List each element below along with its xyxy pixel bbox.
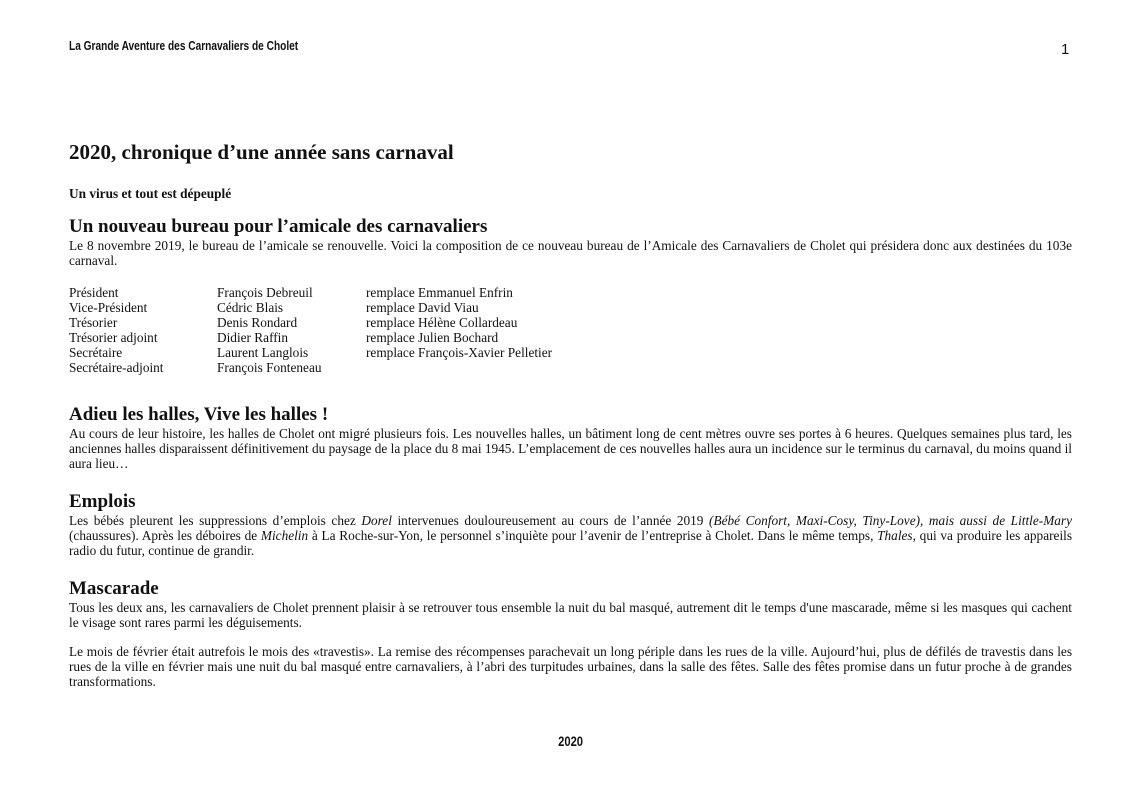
section-halles [69,404,1072,471]
running-header: La Grande Aventure des Carnavaliers de Cholet [69,38,299,53]
member-name: François Debreuil [217,285,313,300]
member-role: Secrétaire-adjoint [69,360,164,375]
section-emplois [69,491,1072,558]
text-run: Les bébés pleurent les suppressions d’emplois chez [69,513,362,528]
page-title: 2020, chronique d’une année sans carnaval [69,140,454,164]
member-name: François Fonteneau [217,360,322,375]
member-name: Cédric Blais [217,300,284,315]
member-role: Président [69,285,119,300]
member-role: Vice-Président [69,300,148,315]
section-mascarade [69,578,1072,689]
company-name: Michelin [260,528,309,543]
text-run: intervenues douloureusement au cours de l’année 2019 [391,513,710,528]
bureau-table [69,285,552,375]
brand-list: (Bébé Confort, Maxi-Cosy, Tiny-Love), mais aussi de Little-Mary [709,513,1072,528]
table-row [69,330,552,345]
company-name: Thales [877,528,913,543]
table-row [69,360,552,375]
page-number: 1 [1061,41,1070,58]
section-paragraph: Le mois de février était autrefois le mois des «travestis». La remise des récompenses parachevait un long périple dans les rues de la ville. Aujourd’hui, plus de défilés de travestis dans les rues de la ville en février mais une nuit du bal masqué entre carnavaliers, à l’abri des turpitudes urbaines, dans la salle des fêtes. Salle des fêtes promise dans un futur proche à de grandes transformations. [69,644,1072,689]
footer-year: 2020 [558,733,584,749]
member-note [366,360,552,375]
member-note: remplace Emmanuel Enfrin [366,285,513,300]
member-name: Denis Rondard [217,315,298,330]
page-subtitle: Un virus et tout est dépeuplé [69,186,232,201]
section-paragraph: Le 8 novembre 2019, le bureau de l’amicale se renouvelle. Voici la composition de ce nouveau bureau de l’Amicale des Carnavaliers de Cholet qui présidera donc aux destinées du 103e carnaval. [69,238,1072,268]
table-row [69,315,552,330]
table-row [69,300,552,315]
member-role: Secrétaire [69,345,123,360]
section-paragraph: Au cours de leur histoire, les halles de Cholet ont migré plusieurs fois. Les nouvelles halles, un bâtiment long de cent mètres ouvre ses portes à 6 heures. Quelques semaines plus tard, les anciennes halles disparaissent définitivement du paysage de la place du 8 mai 1945. L’emplacement de ces nouvelles halles aura un incidence sur le terminus du carnaval, du moins quand il aura lieu… [69,426,1072,471]
page-footer [0,733,1142,749]
section-bureau [69,216,1072,375]
table-row [69,285,552,300]
section-paragraph: Tous les deux ans, les carnavaliers de Cholet prennent plaisir à se retrouver tous ensemble la nuit du bal masqué, autrement dit le temps d'une mascarade, même si les masques qui cachent le visage sont rares parmi les déguisements. [69,600,1072,630]
text-run: (chaussures). Après les déboires de [69,528,261,543]
member-note: remplace David Viau [366,300,479,315]
member-note: remplace Julien Bochard [366,330,499,345]
text-run: , qui va produire les appareils radio du futur, continue de grandir. [69,528,1073,558]
page-content [69,139,1072,689]
company-name: Dorel [361,513,392,528]
section-heading: Emplois [69,491,136,512]
member-name: Didier Raffin [217,330,289,345]
member-note: remplace Hélène Collardeau [366,315,518,330]
section-heading: Un nouveau bureau pour l’amicale des carnavaliers [69,216,488,237]
section-heading: Adieu les halles, Vive les halles ! [69,404,329,425]
member-role: Trésorier [69,315,118,330]
section-paragraph [69,513,1072,558]
table-row [69,345,552,360]
member-role: Trésorier adjoint [69,330,158,345]
text-run: à La Roche-sur-Yon, le personnel s’inquiète pour l’avenir de l’entreprise à Cholet. Dans le même temps, [308,528,878,543]
section-heading: Mascarade [69,578,159,599]
member-note: remplace François-Xavier Pelletier [366,345,553,360]
member-name: Laurent Langlois [217,345,309,360]
